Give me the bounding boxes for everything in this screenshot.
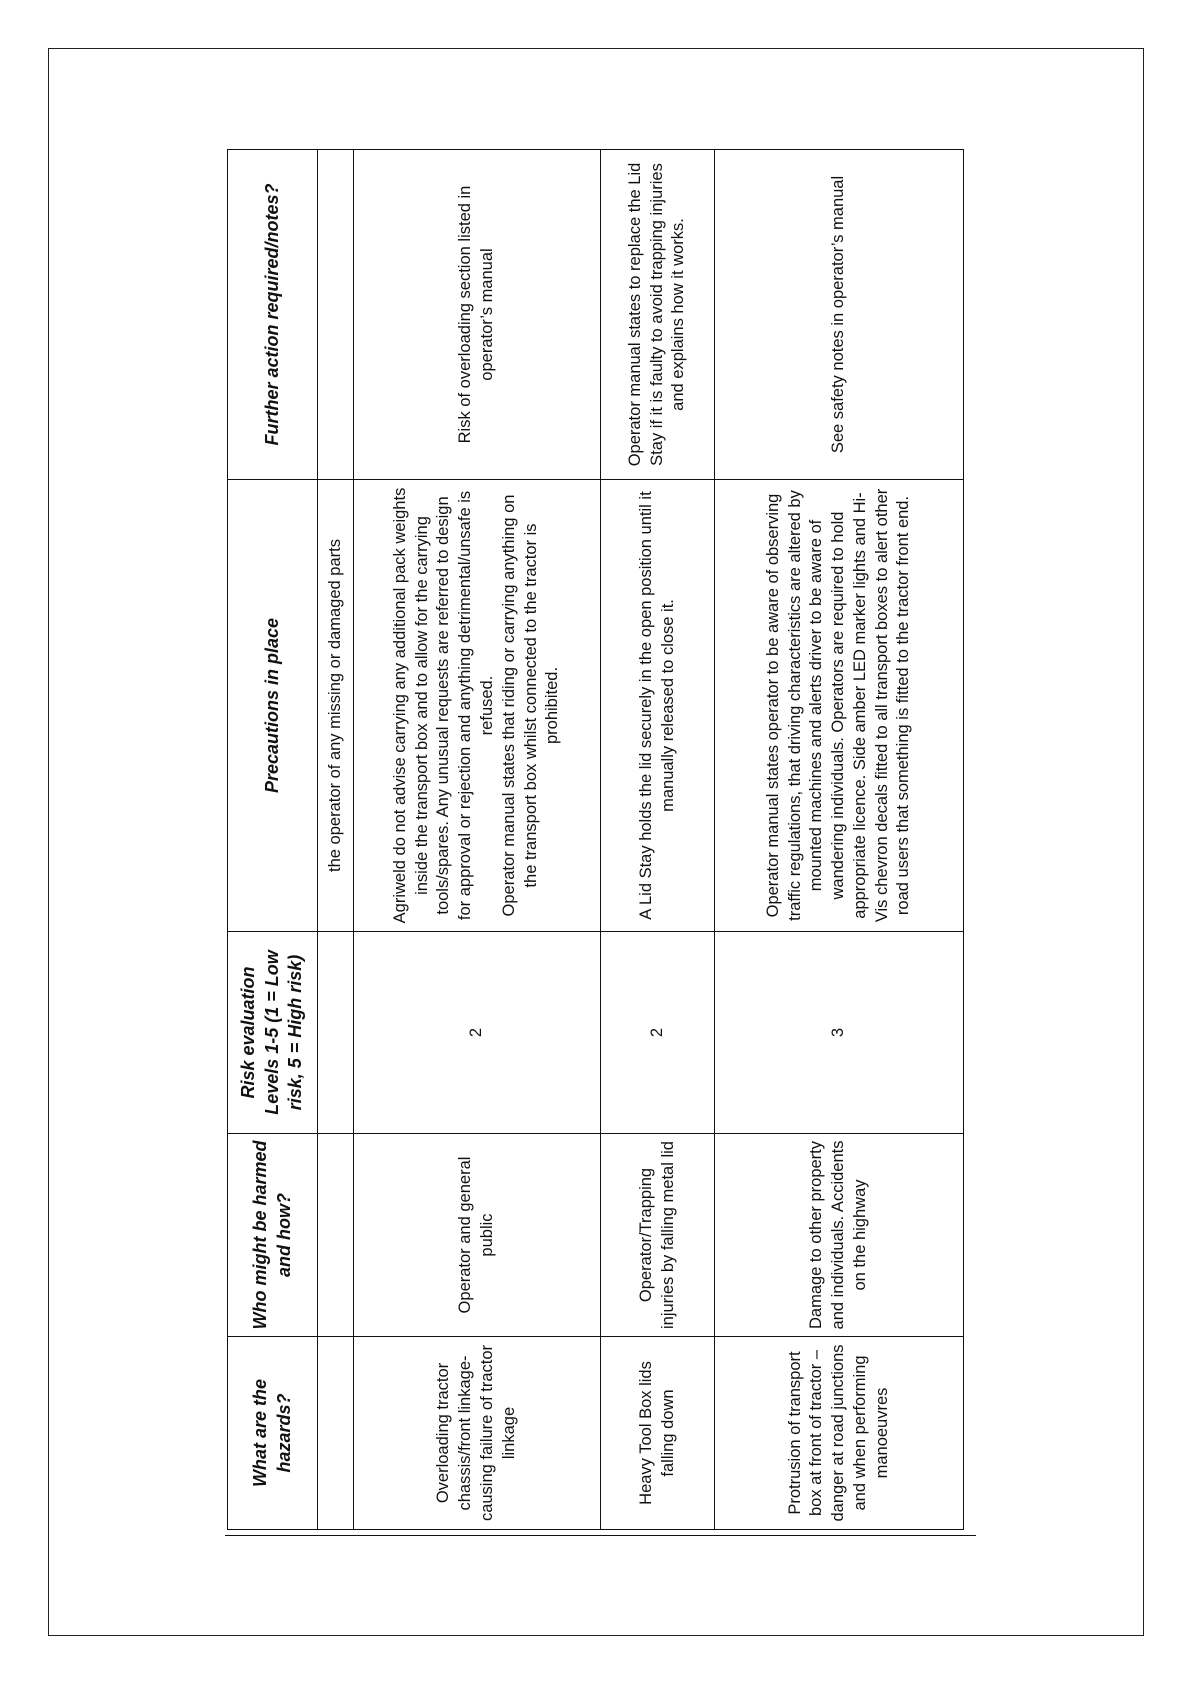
cell-precautions: the operator of any missing or damaged parts xyxy=(318,480,354,932)
table-header-row xyxy=(228,150,318,1530)
table-row xyxy=(715,150,964,1530)
cell-further xyxy=(318,150,354,480)
footer-rule xyxy=(225,1535,976,1536)
precautions-paragraph: Operator manual states that riding or carrying anything on the transport box whilst connected to the tractor is prohibited. xyxy=(499,494,562,917)
header-further: Further action required/notes? xyxy=(228,150,318,480)
cell-precautions: Operator manual states operator to be aware of observing traffic regulations, that driving characteristics are altered by mounted machines and alerts driver to be aware of wandering individuals. Operators are required to hold appropriate licence. Side amber LED marker lights and Hi-Vis chevron decals fitted to all transport boxes to alert other road users that something is fitted to the tractor front end. xyxy=(715,480,964,932)
cell-who: Operator and general public xyxy=(354,1134,601,1337)
cell-who: Damage to other property and individuals. Accidents on the highway xyxy=(715,1134,964,1337)
cell-further: See safety notes in operator’s manual xyxy=(715,150,964,480)
cell-risk xyxy=(318,932,354,1134)
cell-precautions: A Lid Stay holds the lid securely in the open position until it manually released to close it. xyxy=(601,480,715,932)
cell-hazard: Protrusion of transport box at front of tractor – danger at road junctions and when performing manoeuvres xyxy=(715,1337,964,1530)
cell-who xyxy=(318,1134,354,1337)
cell-risk: 2 xyxy=(601,932,715,1134)
header-who: Who might be harmed and how? xyxy=(228,1134,318,1337)
table-row xyxy=(354,150,601,1530)
risk-assessment-table xyxy=(227,149,964,1530)
header-precautions: Precautions in place xyxy=(228,480,318,932)
cell-precautions xyxy=(354,480,601,932)
header-hazards: What are the hazards? xyxy=(228,1337,318,1530)
cell-risk: 3 xyxy=(715,932,964,1134)
table-row xyxy=(601,150,715,1530)
rotated-table-region xyxy=(227,150,1192,1522)
cell-who: Operator/Trapping injuries by falling metal lid xyxy=(601,1134,715,1337)
cell-hazard: Heavy Tool Box lids falling down xyxy=(601,1337,715,1530)
table-row xyxy=(318,150,354,1530)
cell-risk: 2 xyxy=(354,932,601,1134)
cell-hazard: Overloading tractor chassis/front linkage- causing failure of tractor linkage xyxy=(354,1337,601,1530)
cell-further: Risk of overloading section listed in operator’s manual xyxy=(354,150,601,480)
cell-further: Operator manual states to replace the Lid Stay if it is faulty to avoid trapping injuries and explains how it works. xyxy=(601,150,715,480)
precautions-paragraph: Agriweld do not advise carrying any additional pack weights inside the transport box and to allow for the carrying tools/spares. Any unusual requests are referred to design for approval or rejection and anything detrimental/unsafe is refused. xyxy=(390,487,496,924)
cell-hazard xyxy=(318,1337,354,1530)
header-risk: Risk evaluation Levels 1-5 (1 = Low risk, 5 = High risk) xyxy=(228,932,318,1134)
